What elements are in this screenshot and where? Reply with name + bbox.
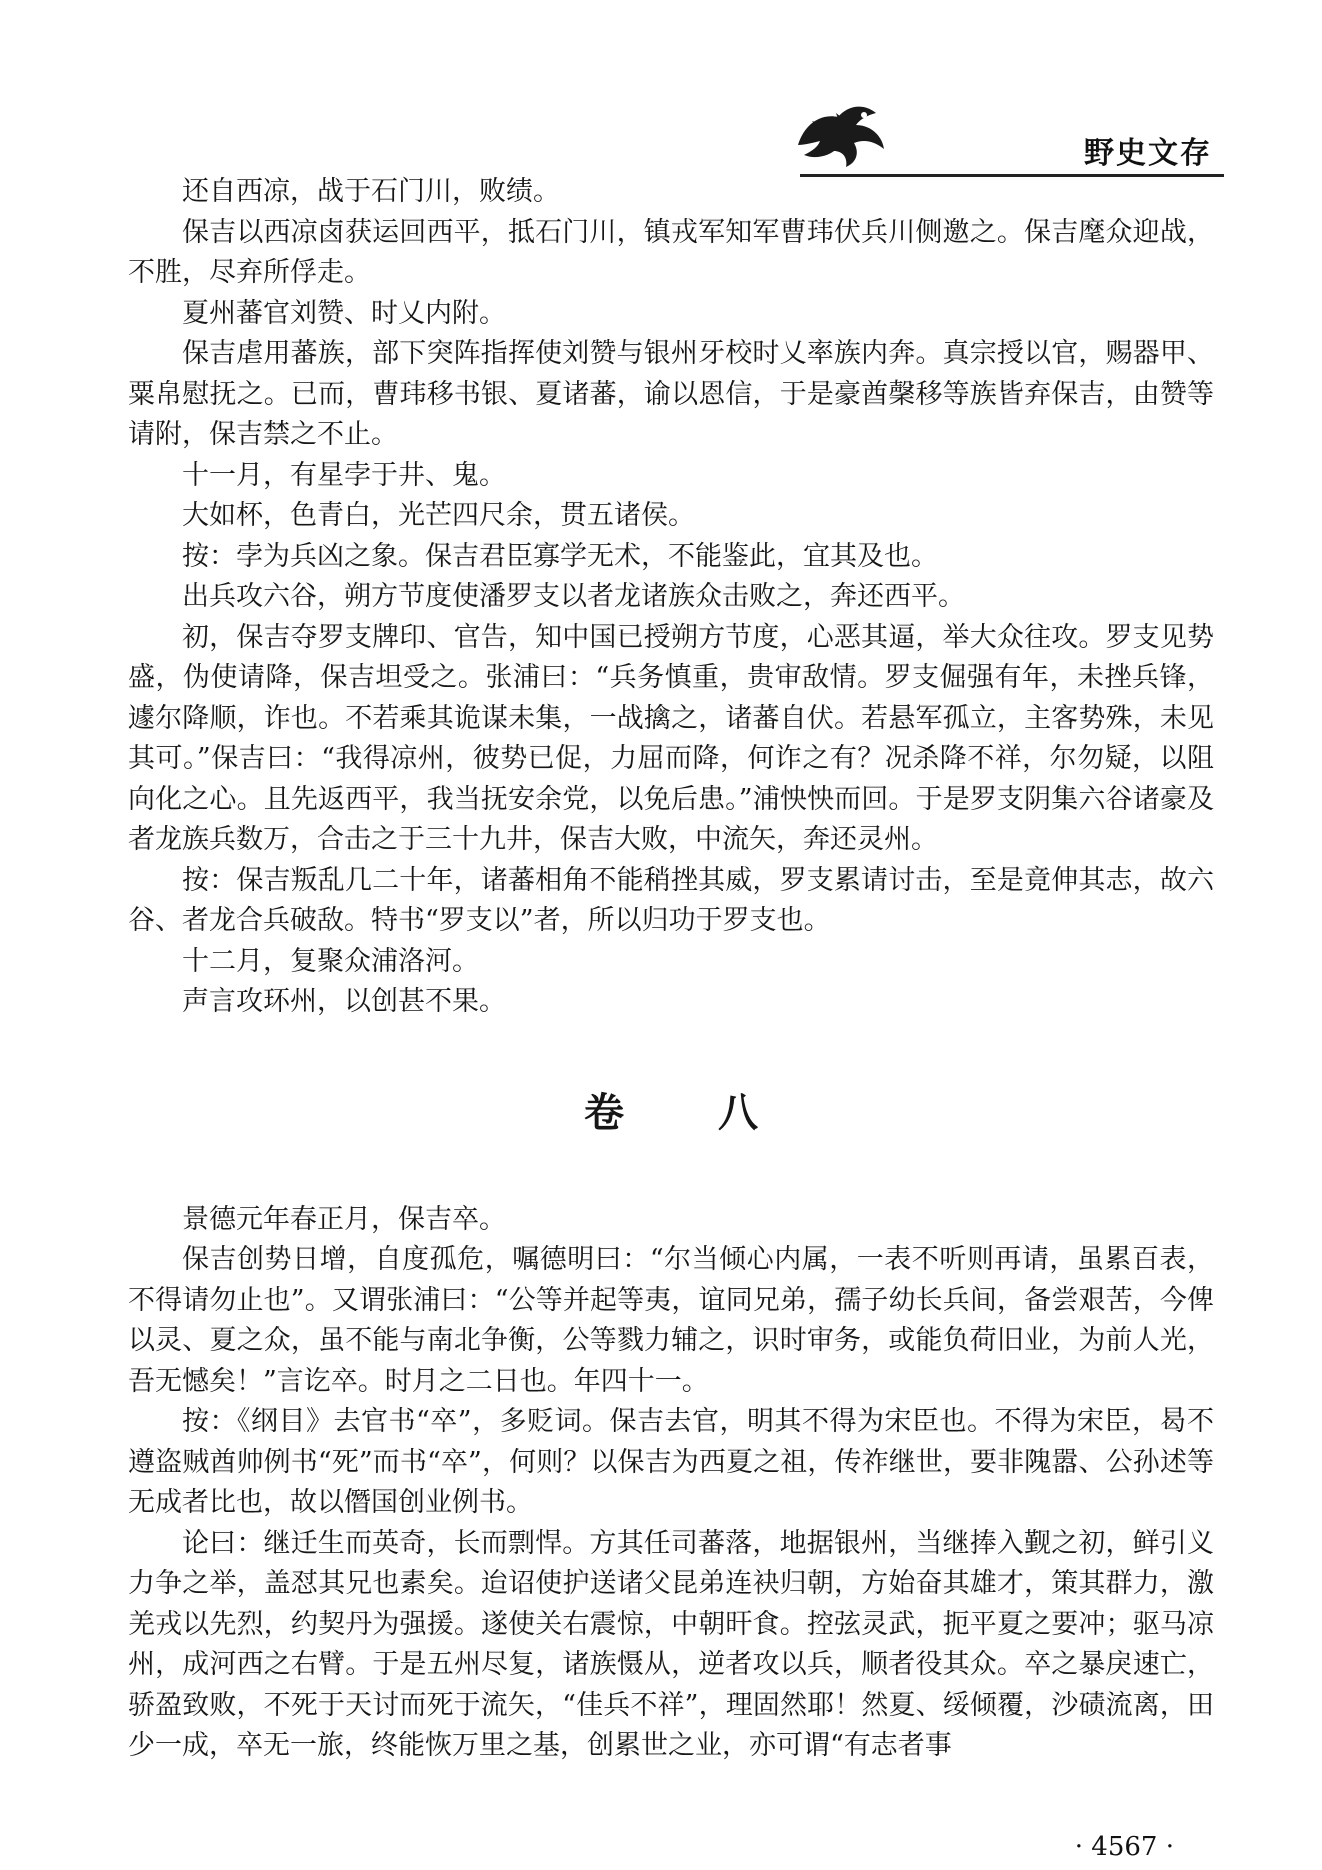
paragraph: 还自西凉，战于石门川，败绩。	[182, 176, 560, 207]
dragon-emblem-icon	[790, 95, 890, 170]
paragraph: 保吉虐用蕃族，部下突阵指挥使刘赞与银州牙校时乂率族内奔。真宗授以官，赐器甲、粟帛慰抚之。已而，曹玮移书银、夏诸蕃，谕以恩信，于是豪酋䅽移等族皆弃保吉，由赞等请附，保吉禁之不止。	[128, 338, 1214, 450]
series-title: 野史文存	[1084, 136, 1212, 171]
paragraph: 按：孛为兵凶之象。保吉君臣寡学无术，不能鉴此，宜其及也。	[182, 540, 938, 572]
paragraph: 声言攻环州，以创甚不果。	[182, 986, 506, 1017]
paragraph: 按：《纲目》去官书“卒”，多贬词。保吉去官，明其不得为宋臣也。不得为宋臣，曷不遵盗贼酋帅例书“死”而书“卒”，何则？以保吉为西夏之祖，传祚继世，要非隗嚣、公孙述等无成者比也，故以僭国创业例书。	[128, 1406, 1214, 1518]
page-body	[128, 172, 1214, 1767]
paragraph: 按：保吉叛乱几二十年，诸蕃相角不能稍挫其威，罗支累请讨击，至是竟伸其志，故六谷、者龙合兵破敌。特书“罗支以”者，所以归功于罗支也。	[128, 864, 1214, 936]
page-header	[0, 0, 1322, 180]
paragraph: 大如杯，色青白，光芒四尺余，贯五诸侯。	[182, 500, 695, 531]
paragraph: 论曰：继迁生而英奇，长而剽悍。方其任司蕃落，地据银州，当继捧入觐之初，鲜引义力争之举，盖怼其兄也素矣。迨诏使护送诸父昆弟连袂归朝，方始奋其雄才，策其群力，激羌戎以先烈，约契丹为强援。遂使关右震惊，中朝旰食。控弦灵武，扼平夏之要冲；驱马凉州，成河西之右臂。于是五州尽复，诸族慑从，逆者攻以兵，顺者役其众。卒之暴戾速亡，骄盈致败，不死于天讨而死于流矢，“佳兵不祥”，理固然耶！然夏、绥倾覆，沙碛流离，田少一成，卒无一旅，终能恢万里之基，创累世之业，亦可谓“有志者事	[128, 1527, 1214, 1761]
page-number: · 4567 ·	[1074, 1832, 1174, 1862]
paragraph: 十一月，有星孛于井、鬼。	[182, 459, 506, 491]
chapter-title: 卷 八	[584, 1089, 798, 1136]
paragraph: 初，保吉夺罗支牌印、官告，知中国已授朔方节度，心恶其逼，举大众往攻。罗支见势盛，伪使请降，保吉坦受之。张浦曰：“兵务慎重，贵审敌情。罗支倔强有年，未挫兵锋，遽尔降顺，诈也。不若乘其诡谋未集，一战擒之，诸蕃自伏。若悬军孤立，主客势殊，未见其可。”保吉曰：“我得凉州，彼势已促，力屈而降，何诈之有？况杀降不祥，尔勿疑，以阻向化之心。且先返西平，我当抚安余党，以免后患。”浦怏怏而回。于是罗支阴集六谷诸豪及者龙族兵数万，合击之于三十九井，保吉大败，中流矢，奔还灵州。	[128, 621, 1214, 855]
paragraph: 景德元年春正月，保吉卒。	[182, 1203, 506, 1235]
paragraph: 夏州蕃官刘赞、时乂内附。	[182, 297, 506, 329]
paragraph: 出兵攻六谷，朔方节度使潘罗支以者龙诸族众击败之，奔还西平。	[182, 581, 965, 612]
paragraph: 保吉以西凉卤获运回西平，抵石门川，镇戎军知军曹玮伏兵川侧邀之。保吉麾众迎战，不胜，尽弃所俘走。	[128, 216, 1214, 288]
paragraph: 十二月，复聚众浦洛河。	[182, 945, 479, 977]
paragraph: 保吉创势日增，自度孤危，嘱德明曰：“尔当倾心内属，一表不听则再请，虽累百表，不得请勿止也”。又谓张浦曰：“公等并起等夷，谊同兄弟，孺子幼长兵间，备尝艰苦，今俾以灵、夏之众，虽不能与南北争衡，公等戮力辅之，识时审务，或能负荷旧业，为前人光，吾无憾矣！”言讫卒。时月之二日也。年四十一。	[128, 1244, 1214, 1397]
